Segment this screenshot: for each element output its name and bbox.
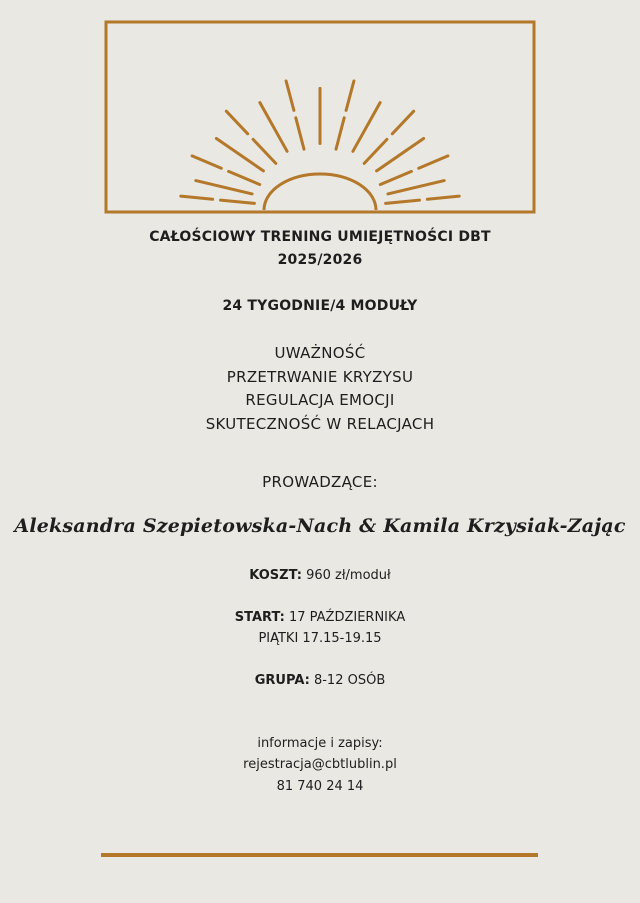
sun-ray [196, 181, 252, 194]
sun-ray [419, 156, 448, 168]
sun-ray [427, 196, 459, 199]
start-schedule: PIĄTKI 17.15-19.15 [258, 631, 382, 646]
sun-rays [181, 81, 459, 203]
contact-label: informacje i zapisy: [257, 736, 383, 751]
cost-label: KOSZT: [249, 568, 302, 583]
module-item: UWAŻNOŚĆ [274, 344, 366, 362]
module-item: PRZETRWANIE KRYZYSU [226, 368, 414, 386]
duration: 24 TYGODNIE/4 MODUŁY [222, 298, 418, 314]
sun-ray [296, 118, 304, 149]
group-line [0, 673, 640, 688]
sun-icon [264, 174, 376, 210]
sun-ray [260, 103, 287, 152]
title-line-2: 2025/2026 [277, 252, 363, 268]
sun-ray [353, 103, 380, 152]
sun-ray [192, 156, 221, 168]
module-item: SKUTECZNOŚĆ W RELACJACH [205, 415, 435, 433]
sun-ray [388, 181, 444, 194]
cost-value: 960 zł/moduł [306, 568, 391, 583]
sun-ray [392, 111, 413, 134]
sun-ray [253, 139, 276, 163]
module-item: REGULACJA EMOCJI [245, 391, 395, 409]
cost-line [0, 568, 640, 583]
sun-ray [380, 171, 411, 184]
group-value: 8-12 OSÓB [313, 673, 386, 688]
leaders-names: Aleksandra Szepietowska-Nach & Kamila Krzysiak-Zając [14, 515, 626, 537]
contact-email[interactable]: rejestracja@cbtlublin.pl [243, 757, 397, 772]
leaders-label: PROWADZĄCE: [262, 473, 378, 491]
start-line [0, 610, 640, 625]
sunrise-frame-illustration [104, 20, 536, 214]
sun-ray [386, 200, 420, 203]
sun-ray [346, 81, 354, 110]
start-label: START: [234, 610, 285, 625]
title-line-1: CAŁOŚCIOWY TRENING UMIEJĘTNOŚCI DBT [149, 229, 491, 245]
sun-ray [221, 200, 255, 203]
start-value: 17 PAŹDZIERNIKA [288, 610, 406, 625]
group-label: GRUPA: [254, 673, 310, 688]
contact-phone[interactable]: 81 740 24 14 [276, 779, 364, 794]
sun-ray [364, 139, 387, 163]
sun-ray [226, 111, 247, 134]
sun-ray [286, 81, 294, 110]
sun-ray [336, 118, 344, 149]
sun-ray [229, 171, 260, 184]
bottom-divider [101, 853, 538, 857]
sun-ray [181, 196, 213, 199]
